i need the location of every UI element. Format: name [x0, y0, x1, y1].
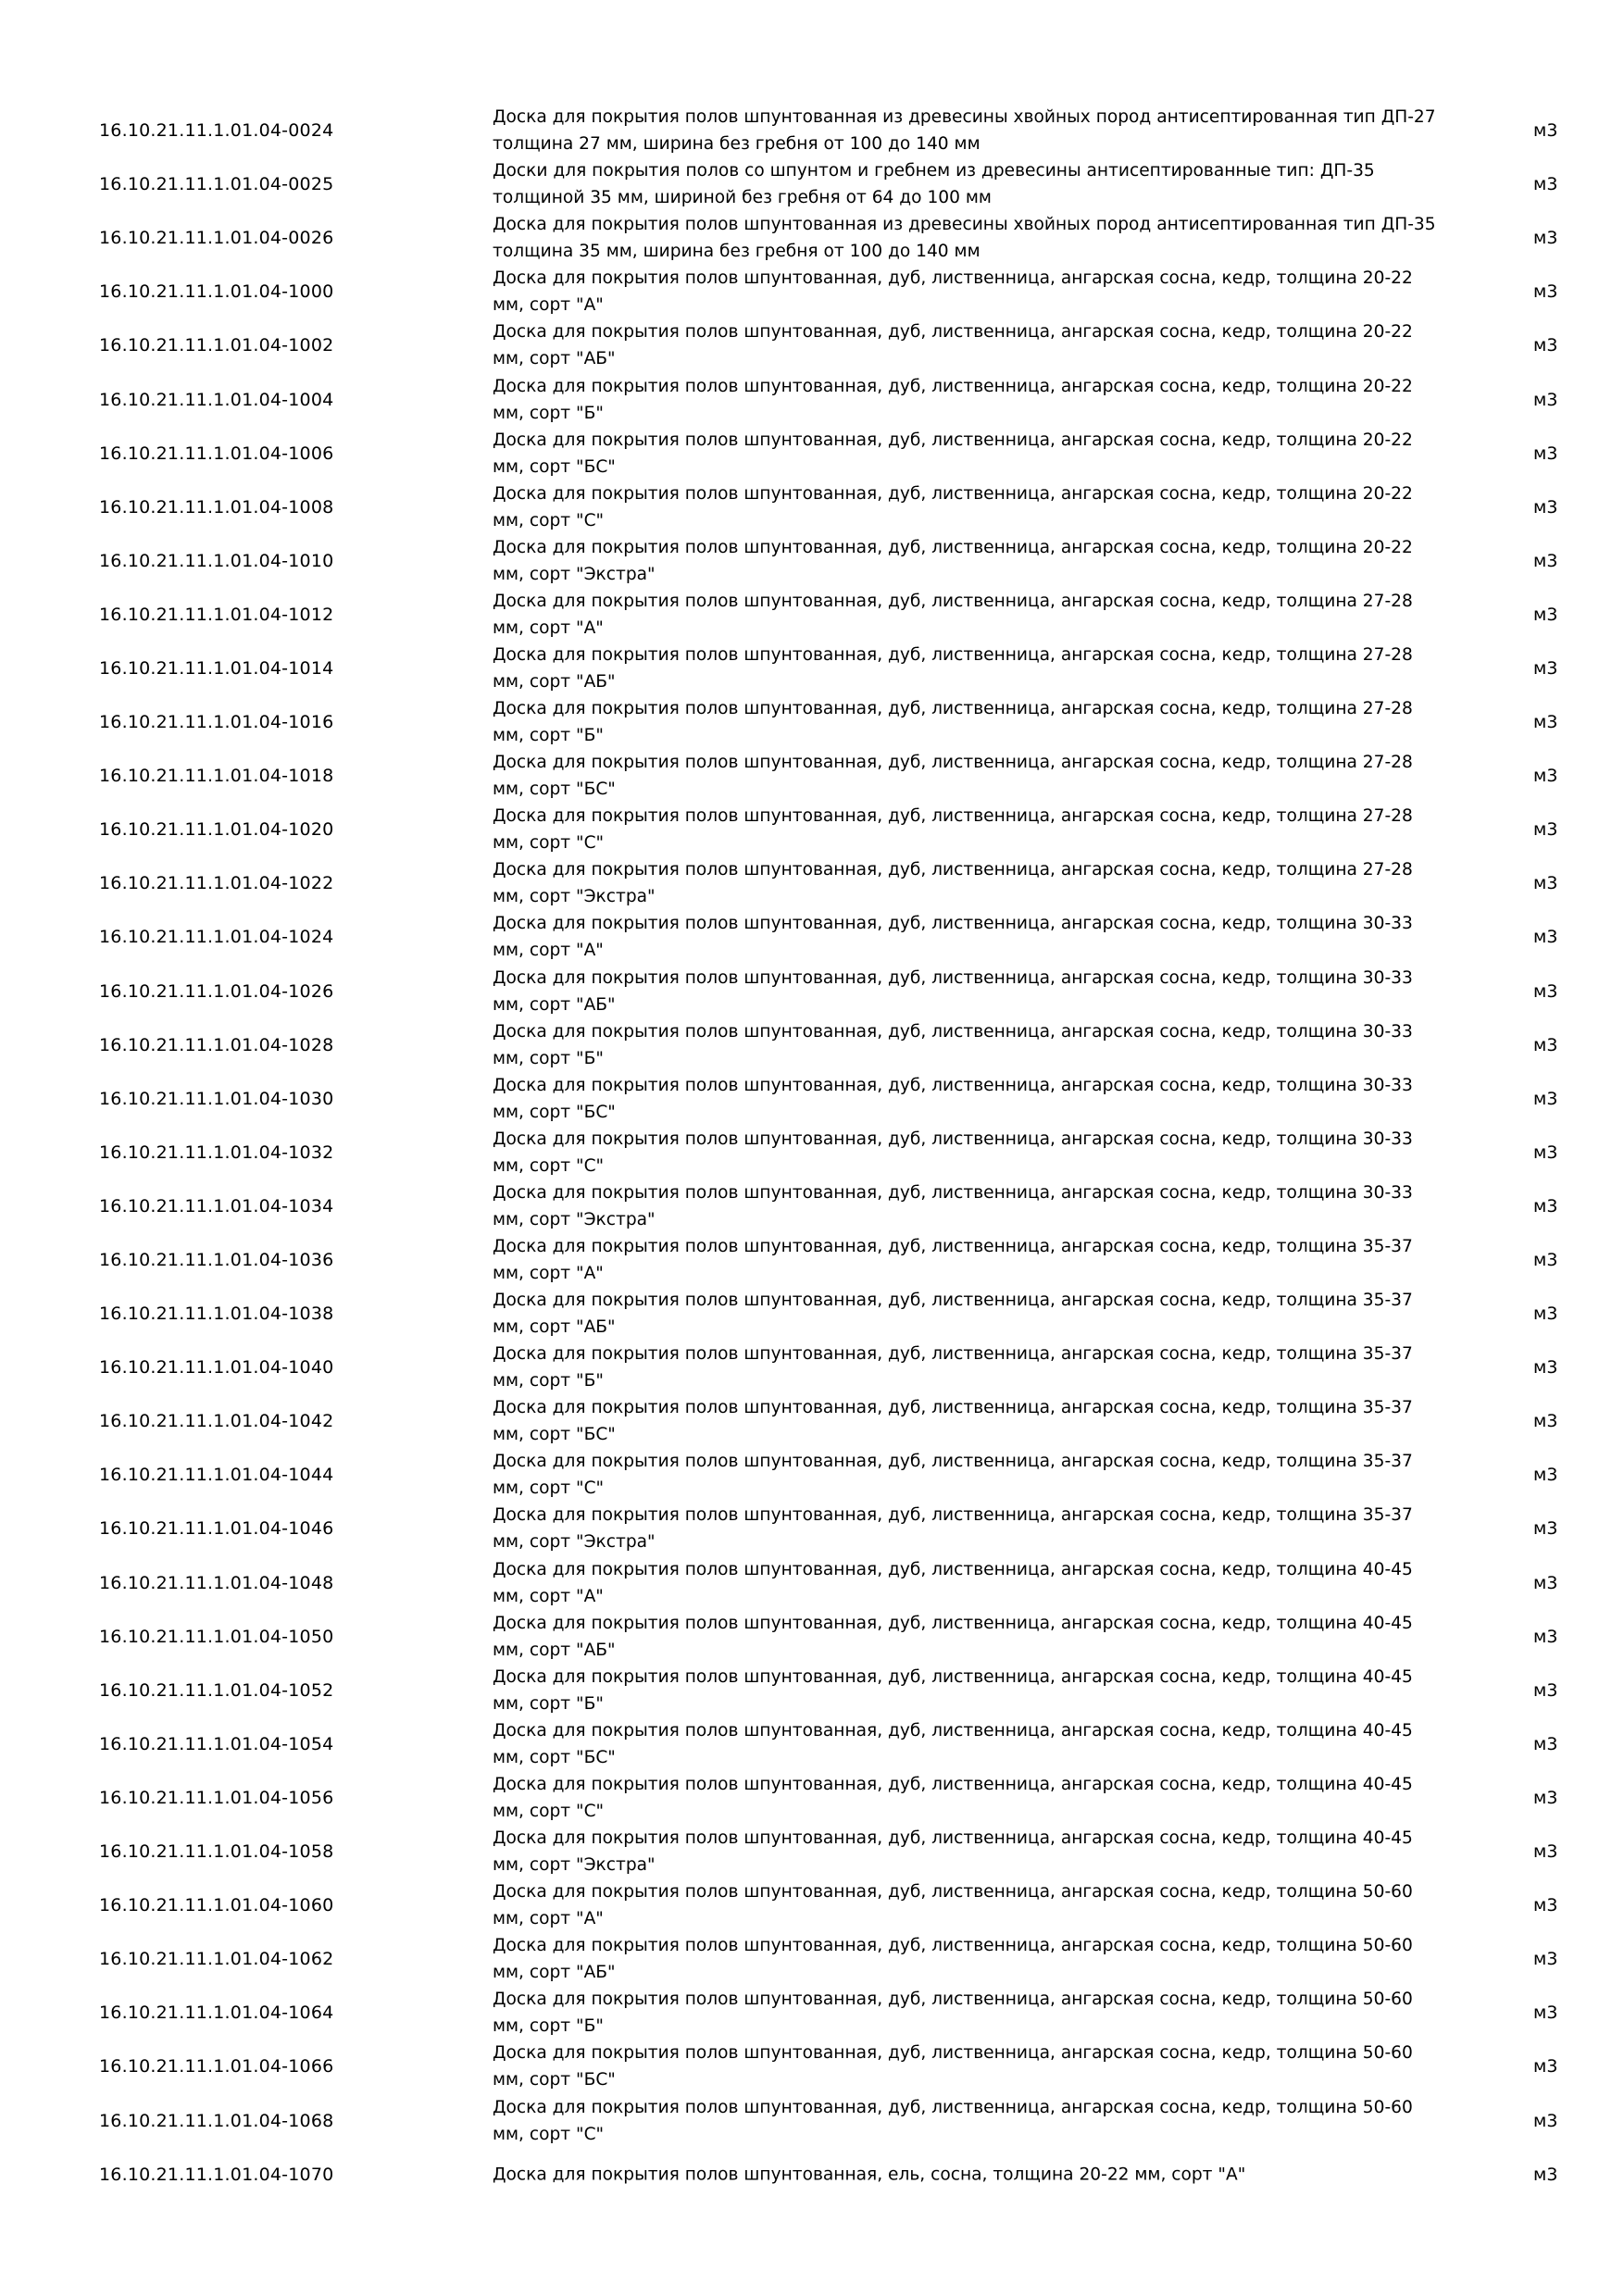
resource-code: 16.10.21.11.1.01.04-1030: [99, 1088, 334, 1109]
resource-code: 16.10.21.11.1.01.04-1014: [99, 657, 334, 679]
resource-description: Доска для покрытия полов шпунтованная, дуб, лиственница, ангарская сосна, кедр, толщина 40-45 мм, сорт "Экстра": [493, 1828, 1413, 1876]
resource-description: Доска для покрытия полов шпунтованная, ель, сосна, толщина 20-22 мм, сорт "А": [493, 2165, 1246, 2185]
table-row: [0, 1179, 1624, 1233]
resource-description: Доска для покрытия полов шпунтованная, дуб, лиственница, ангарская сосна, кедр, толщина 40-45 мм, сорт "БС": [493, 1720, 1413, 1767]
resource-code: 16.10.21.11.1.01.04-0024: [99, 120, 334, 142]
resource-description: Доска для покрытия полов шпунтованная, дуб, лиственница, ангарская сосна, кедр, толщина 35-37 мм, сорт "С": [493, 1452, 1413, 1499]
table-row: [0, 318, 1624, 372]
table-row: [0, 1072, 1624, 1126]
resource-description: Доска для покрытия полов шпунтованная, дуб, лиственница, ангарская сосна, кедр, толщина 20-22 мм, сорт "С": [493, 483, 1413, 530]
table-row: [0, 1287, 1624, 1341]
resource-code: 16.10.21.11.1.01.04-1026: [99, 980, 334, 1002]
unit-of-measure: м3: [1533, 1195, 1558, 1217]
resource-code: 16.10.21.11.1.01.04-1010: [99, 550, 334, 571]
resource-code: 16.10.21.11.1.01.04-1012: [99, 604, 334, 625]
unit-of-measure: м3: [1533, 389, 1558, 410]
resource-description: Доска для покрытия полов шпунтованная из древесины хвойных пород антисептированная тип ДП-27 толщина 27 мм, ширина без гребня от 100 до 140 мм: [493, 107, 1436, 155]
table-row: [0, 1878, 1624, 1932]
resource-description: Доска для покрытия полов шпунтованная, дуб, лиственница, ангарская сосна, кедр, толщина 27-28 мм, сорт "А": [493, 591, 1413, 638]
table-row: [0, 588, 1624, 642]
resource-code: 16.10.21.11.1.01.04-0026: [99, 228, 334, 249]
resource-description: Доска для покрытия полов шпунтованная, дуб, лиственница, ангарская сосна, кедр, толщина 20-22 мм, сорт "А": [493, 268, 1413, 316]
table-row: [0, 1126, 1624, 1179]
table-row: [0, 2148, 1624, 2202]
resource-description: Доска для покрытия полов шпунтованная, дуб, лиственница, ангарская сосна, кедр, толщина 30-33 мм, сорт "А": [493, 914, 1413, 961]
table-row: [0, 1018, 1624, 1072]
unit-of-measure: м3: [1533, 228, 1558, 249]
resource-code: 16.10.21.11.1.01.04-1062: [99, 1949, 334, 1970]
unit-of-measure: м3: [1533, 604, 1558, 625]
resource-description: Доска для покрытия полов шпунтованная, дуб, лиственница, ангарская сосна, кедр, толщина 27-28 мм, сорт "АБ": [493, 644, 1413, 692]
table-row: [0, 1556, 1624, 1610]
resource-code: 16.10.21.11.1.01.04-1004: [99, 389, 334, 410]
table-row: [0, 1341, 1624, 1394]
unit-of-measure: м3: [1533, 766, 1558, 787]
table-row: [0, 2040, 1624, 2093]
table-row: [0, 1233, 1624, 1287]
resource-code: 16.10.21.11.1.01.04-1044: [99, 1465, 334, 1486]
unit-of-measure: м3: [1533, 1841, 1558, 1863]
unit-of-measure: м3: [1533, 174, 1558, 195]
resource-code: 16.10.21.11.1.01.04-1046: [99, 1518, 334, 1540]
unit-of-measure: м3: [1533, 1465, 1558, 1486]
resource-code: 16.10.21.11.1.01.04-1058: [99, 1841, 334, 1863]
unit-of-measure: м3: [1533, 2164, 1558, 2185]
table-row: [0, 372, 1624, 426]
table-row: [0, 427, 1624, 480]
unit-of-measure: м3: [1533, 550, 1558, 571]
resource-code: 16.10.21.11.1.01.04-1006: [99, 443, 334, 464]
resource-description: Доска для покрытия полов шпунтованная, дуб, лиственница, ангарская сосна, кедр, толщина 20-22 мм, сорт "АБ": [493, 322, 1413, 369]
resource-code: 16.10.21.11.1.01.04-1060: [99, 1895, 334, 1916]
resource-description: Доска для покрытия полов шпунтованная, дуб, лиственница, ангарская сосна, кедр, толщина 20-22 мм, сорт "Экстра": [493, 537, 1413, 584]
resource-description: Доска для покрытия полов шпунтованная, дуб, лиственница, ангарская сосна, кедр, толщина 27-28 мм, сорт "БС": [493, 753, 1413, 800]
resource-code: 16.10.21.11.1.01.04-1038: [99, 1304, 334, 1325]
table-row: [0, 1717, 1624, 1771]
unit-of-measure: м3: [1533, 1034, 1558, 1055]
unit-of-measure: м3: [1533, 657, 1558, 679]
resource-description: Доска для покрытия полов шпунтованная, дуб, лиственница, ангарская сосна, кедр, толщина 30-33 мм, сорт "Экстра": [493, 1182, 1413, 1229]
resource-description: Доски для покрытия полов со шпунтом и гребнем из древесины антисептированные тип: ДП-35 толщиной 35 мм, шириной без гребня от 64 до 100 мм: [493, 161, 1375, 208]
resource-description: Доска для покрытия полов шпунтованная, дуб, лиственница, ангарская сосна, кедр, толщина 40-45 мм, сорт "Б": [493, 1666, 1413, 1714]
resource-description: Доска для покрытия полов шпунтованная, дуб, лиственница, ангарская сосна, кедр, толщина 35-37 мм, сорт "А": [493, 1237, 1413, 1284]
resource-description: Доска для покрытия полов шпунтованная, дуб, лиственница, ангарская сосна, кедр, толщина 30-33 мм, сорт "АБ": [493, 967, 1413, 1015]
resource-description: Доска для покрытия полов шпунтованная, дуб, лиственница, ангарская сосна, кедр, толщина 30-33 мм, сорт "БС": [493, 1075, 1413, 1122]
resource-description: Доска для покрытия полов шпунтованная, дуб, лиственница, ангарская сосна, кедр, толщина 50-60 мм, сорт "Б": [493, 1990, 1413, 2037]
resource-description: Доска для покрытия полов шпунтованная, дуб, лиственница, ангарская сосна, кедр, толщина 20-22 мм, сорт "Б": [493, 376, 1413, 423]
table-row: [0, 265, 1624, 318]
unit-of-measure: м3: [1533, 1357, 1558, 1379]
unit-of-measure: м3: [1533, 335, 1558, 356]
resource-code: 16.10.21.11.1.01.04-1054: [99, 1733, 334, 1754]
unit-of-measure: м3: [1533, 1787, 1558, 1808]
resource-code: 16.10.21.11.1.01.04-1068: [99, 2110, 334, 2131]
resource-code: 16.10.21.11.1.01.04-1024: [99, 927, 334, 948]
unit-of-measure: м3: [1533, 1626, 1558, 1647]
unit-of-measure: м3: [1533, 927, 1558, 948]
resource-table: [0, 104, 1624, 2202]
resource-code: 16.10.21.11.1.01.04-1000: [99, 281, 334, 303]
resource-code: 16.10.21.11.1.01.04-1048: [99, 1572, 334, 1593]
resource-description: Доска для покрытия полов шпунтованная, дуб, лиственница, ангарская сосна, кедр, толщина 27-28 мм, сорт "Б": [493, 699, 1413, 746]
table-row: [0, 480, 1624, 534]
unit-of-measure: м3: [1533, 1895, 1558, 1916]
unit-of-measure: м3: [1533, 1949, 1558, 1970]
resource-description: Доска для покрытия полов шпунтованная, дуб, лиственница, ангарская сосна, кедр, толщина 35-37 мм, сорт "Б": [493, 1344, 1413, 1391]
resource-code: 16.10.21.11.1.01.04-1036: [99, 1250, 334, 1271]
unit-of-measure: м3: [1533, 2056, 1558, 2078]
table-row: [0, 1771, 1624, 1825]
resource-code: 16.10.21.11.1.01.04-1034: [99, 1195, 334, 1217]
unit-of-measure: м3: [1533, 1088, 1558, 1109]
resource-description: Доска для покрытия полов шпунтованная, дуб, лиственница, ангарская сосна, кедр, толщина 40-45 мм, сорт "А": [493, 1559, 1413, 1606]
resource-description: Доска для покрытия полов шпунтованная, дуб, лиственница, ангарская сосна, кедр, толщина 27-28 мм, сорт "Экстра": [493, 860, 1413, 907]
unit-of-measure: м3: [1533, 1518, 1558, 1540]
resource-code: 16.10.21.11.1.01.04-1020: [99, 819, 334, 841]
unit-of-measure: м3: [1533, 873, 1558, 894]
resource-description: Доска для покрытия полов шпунтованная, дуб, лиственница, ангарская сосна, кедр, толщина 35-37 мм, сорт "Экстра": [493, 1505, 1413, 1553]
table-row: [0, 642, 1624, 695]
resource-code: 16.10.21.11.1.01.04-1050: [99, 1626, 334, 1647]
resource-description: Доска для покрытия полов шпунтованная, дуб, лиственница, ангарская сосна, кедр, толщина 50-60 мм, сорт "А": [493, 1882, 1413, 1929]
table-row: [0, 1664, 1624, 1717]
resource-description: Доска для покрытия полов шпунтованная, дуб, лиственница, ангарская сосна, кедр, толщина 50-60 мм, сорт "АБ": [493, 1936, 1413, 1983]
resource-code: 16.10.21.11.1.01.04-1052: [99, 1679, 334, 1701]
unit-of-measure: м3: [1533, 2110, 1558, 2131]
resource-description: Доска для покрытия полов шпунтованная, дуб, лиственница, ангарская сосна, кедр, толщина 40-45 мм, сорт "С": [493, 1774, 1413, 1821]
unit-of-measure: м3: [1533, 712, 1558, 733]
resource-code: 16.10.21.11.1.01.04-1066: [99, 2056, 334, 2078]
table-row: [0, 2093, 1624, 2147]
table-row: [0, 211, 1624, 265]
resource-description: Доска для покрытия полов шпунтованная, дуб, лиственница, ангарская сосна, кедр, толщина 30-33 мм, сорт "С": [493, 1129, 1413, 1176]
resource-code: 16.10.21.11.1.01.04-0025: [99, 174, 334, 195]
resource-code: 16.10.21.11.1.01.04-1022: [99, 873, 334, 894]
table-row: [0, 965, 1624, 1018]
resource-description: Доска для покрытия полов шпунтованная, дуб, лиственница, ангарская сосна, кедр, толщина 50-60 мм, сорт "С": [493, 2097, 1413, 2144]
unit-of-measure: м3: [1533, 120, 1558, 142]
table-row: [0, 749, 1624, 803]
table-row: [0, 856, 1624, 910]
table-row: [0, 1825, 1624, 1878]
resource-code: 16.10.21.11.1.01.04-1016: [99, 712, 334, 733]
resource-code: 16.10.21.11.1.01.04-1040: [99, 1357, 334, 1379]
table-row: [0, 1502, 1624, 1555]
unit-of-measure: м3: [1533, 1250, 1558, 1271]
unit-of-measure: м3: [1533, 281, 1558, 303]
resource-description: Доска для покрытия полов шпунтованная, дуб, лиственница, ангарская сосна, кедр, толщина 30-33 мм, сорт "Б": [493, 1021, 1413, 1068]
unit-of-measure: м3: [1533, 1733, 1558, 1754]
unit-of-measure: м3: [1533, 1679, 1558, 1701]
unit-of-measure: м3: [1533, 819, 1558, 841]
resource-code: 16.10.21.11.1.01.04-1042: [99, 1411, 334, 1432]
resource-code: 16.10.21.11.1.01.04-1070: [99, 2164, 334, 2185]
resource-description: Доска для покрытия полов шпунтованная, дуб, лиственница, ангарская сосна, кедр, толщина 35-37 мм, сорт "БС": [493, 1398, 1413, 1445]
unit-of-measure: м3: [1533, 496, 1558, 518]
unit-of-measure: м3: [1533, 1142, 1558, 1163]
table-row: [0, 910, 1624, 964]
unit-of-measure: м3: [1533, 1411, 1558, 1432]
resource-code: 16.10.21.11.1.01.04-1008: [99, 496, 334, 518]
unit-of-measure: м3: [1533, 443, 1558, 464]
table-row: [0, 1932, 1624, 1986]
table-row: [0, 104, 1624, 157]
resource-description: Доска для покрытия полов шпунтованная, дуб, лиственница, ангарская сосна, кедр, толщина 20-22 мм, сорт "БС": [493, 430, 1413, 477]
resource-description: Доска для покрытия полов шпунтованная, дуб, лиственница, ангарская сосна, кедр, толщина 40-45 мм, сорт "АБ": [493, 1613, 1413, 1660]
resource-code: 16.10.21.11.1.01.04-1018: [99, 766, 334, 787]
table-row: [0, 1986, 1624, 2040]
resource-code: 16.10.21.11.1.01.04-1032: [99, 1142, 334, 1163]
table-row: [0, 1394, 1624, 1448]
table-row: [0, 157, 1624, 211]
resource-description: Доска для покрытия полов шпунтованная из древесины хвойных пород антисептированная тип ДП-35 толщина 35 мм, ширина без гребня от 100 до 140 мм: [493, 215, 1436, 262]
table-row: [0, 1448, 1624, 1502]
resource-code: 16.10.21.11.1.01.04-1028: [99, 1034, 334, 1055]
table-row: [0, 695, 1624, 749]
unit-of-measure: м3: [1533, 1304, 1558, 1325]
table-row: [0, 534, 1624, 588]
unit-of-measure: м3: [1533, 980, 1558, 1002]
resource-description: Доска для покрытия полов шпунтованная, дуб, лиственница, ангарская сосна, кедр, толщина 27-28 мм, сорт "С": [493, 806, 1413, 854]
resource-description: Доска для покрытия полов шпунтованная, дуб, лиственница, ангарская сосна, кедр, толщина 35-37 мм, сорт "АБ": [493, 1291, 1413, 1338]
resource-code: 16.10.21.11.1.01.04-1056: [99, 1787, 334, 1808]
table-row: [0, 1610, 1624, 1664]
unit-of-measure: м3: [1533, 2003, 1558, 2024]
unit-of-measure: м3: [1533, 1572, 1558, 1593]
resource-code: 16.10.21.11.1.01.04-1064: [99, 2003, 334, 2024]
table-row: [0, 803, 1624, 856]
resource-description: Доска для покрытия полов шпунтованная, дуб, лиственница, ангарская сосна, кедр, толщина 50-60 мм, сорт "БС": [493, 2043, 1413, 2090]
resource-code: 16.10.21.11.1.01.04-1002: [99, 335, 334, 356]
